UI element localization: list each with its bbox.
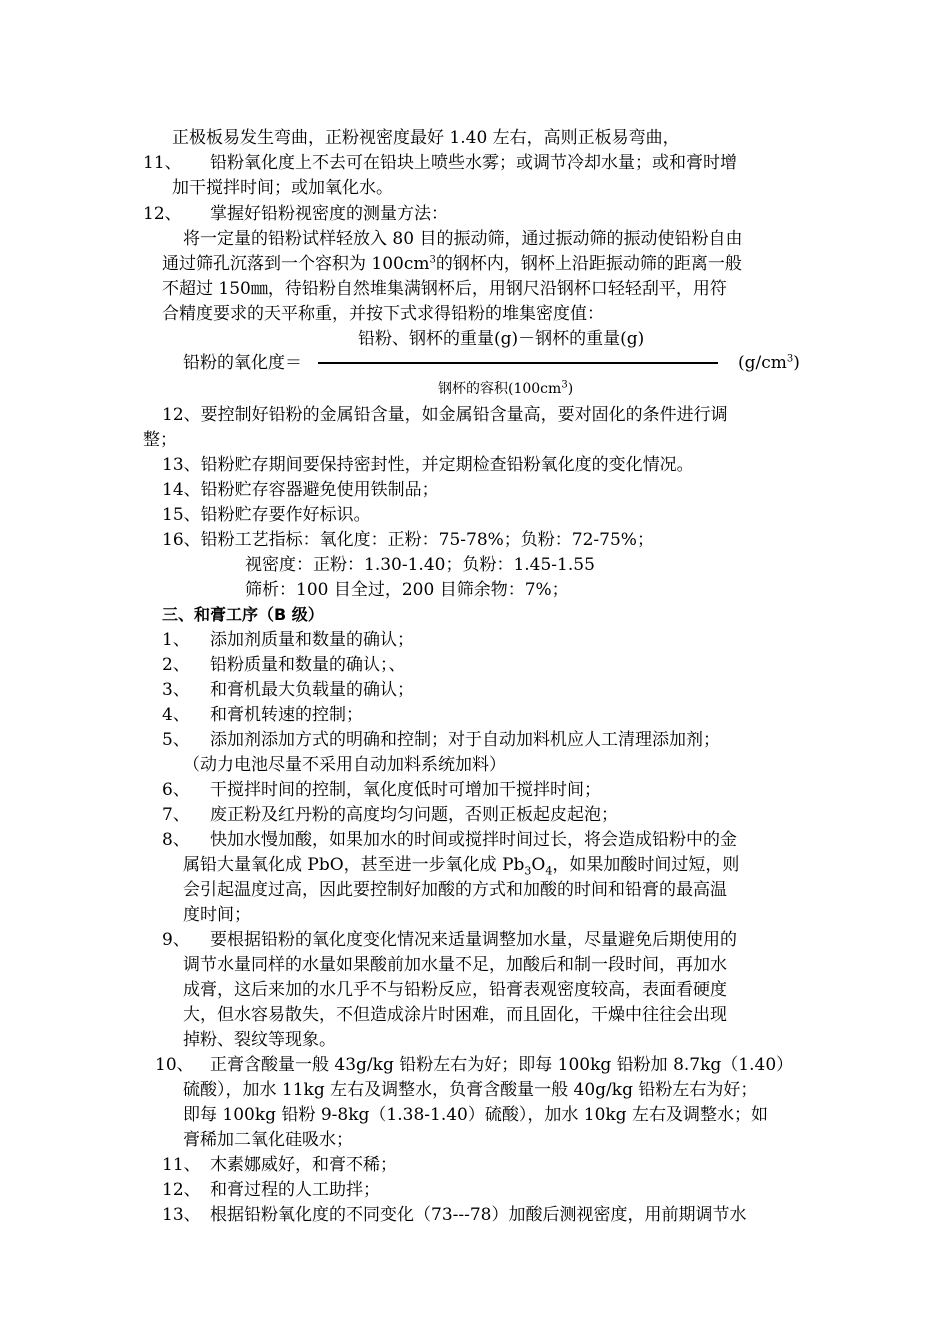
text-line: 掉粉、裂纹等现象。 (183, 1030, 336, 1050)
text-line: 即每 100kg 铅粉 9-8kg（1.38-1.40）硫酸），加水 10kg 左右及调整水；如 (183, 1105, 768, 1125)
item-number: 3、 (162, 680, 190, 700)
text-line: 根据铅粉氧化度的不同变化（73---78）加酸后测视密度，用前期调节水 (210, 1205, 747, 1225)
text-line (183, 854, 739, 876)
text-line: 和膏机转速的控制； (210, 705, 363, 725)
text-line: 视密度：正粉：1.30-1.40；负粉：1.45-1.55 (245, 555, 595, 575)
text-line: 16、铅粉工艺指标：氧化度：正粉：75-78%；负粉：72-75%； (162, 530, 654, 550)
text-line: 快加水慢加酸，如果加水的时间或搅拌时间过长，将会造成铅粉中的金 (210, 830, 737, 850)
text-line: 和膏机最大负载量的确认； (210, 680, 414, 700)
item-number: 11、 (162, 1155, 201, 1175)
text-line: 废正粉及红丹粉的高度均匀问题，否则正板起皮起泡； (210, 805, 618, 825)
item-number: 13、 (162, 1205, 201, 1225)
text-segment: 通过筛孔沉落到一个容积为 100cm (162, 254, 430, 274)
text-line: 加干搅拌时间；或加氧化水。 (172, 178, 393, 198)
text-segment: ) (793, 353, 800, 373)
text-line: 调节水量同样的水量如果酸前加水量不足，加酸后和制一段时间，再加水 (183, 955, 727, 975)
text-line (162, 253, 742, 275)
text-line: 13、铅粉贮存期间要保持密封性，并定期检查铅粉氧化度的变化情况。 (162, 455, 694, 475)
text-line: 要根据铅粉的氧化度变化情况来适量调整加水量，尽量避免后期使用的 (210, 930, 737, 950)
item-number: 4、 (162, 705, 190, 725)
text-line: 硫酸），加水 11kg 左右及调整水，负膏含酸量一般 40g/kg 铅粉左右为好； (183, 1080, 758, 1100)
text-segment: ) (567, 381, 574, 397)
text-segment: 的钢杯内，钢杯上沿距振动筛的距离一般 (435, 254, 742, 274)
formula-unit (738, 352, 800, 374)
text-line: 15、铅粉贮存要作好标识。 (162, 505, 371, 525)
formula-denominator (438, 378, 573, 400)
item-number: 12、 (162, 1180, 201, 1200)
text-line: 正膏含酸量一般 43g/kg 铅粉左右为好；即每 100kg 铅粉加 8.7kg（1.40） (210, 1055, 794, 1075)
item-number: 8、 (162, 830, 190, 850)
text-line: 度时间； (183, 905, 251, 925)
item-number: 9、 (162, 930, 190, 950)
subscript: 4 (545, 864, 553, 878)
superscript: 3 (429, 254, 436, 266)
superscript: 3 (561, 379, 568, 391)
item-number: 6、 (162, 780, 190, 800)
text-line: 12、要控制好铅粉的金属铅含量，如金属铅含量高，要对固化的条件进行调 (162, 405, 728, 425)
text-line: 掌握好铅粉视密度的测量方法： (210, 204, 448, 224)
text-line: 成膏，这后来加的水几乎不与铅粉反应，铅膏表观密度较高，表面看硬度 (183, 980, 727, 1000)
text-segment: 钢杯的容积(100cm (438, 381, 562, 397)
text-line: 木素娜威好，和膏不稀； (210, 1155, 397, 1175)
subscript: 3 (524, 864, 532, 878)
text-line: 大，但水容易散失，不但造成涂片时困难，而且固化，干燥中往往会出现 (183, 1005, 727, 1025)
text-line: 不超过 150㎜，待铅粉自然堆集满钢杯后，用钢尺沿钢杯口轻轻刮平，用符 (162, 279, 727, 299)
item-number: 5、 (162, 730, 190, 750)
text-line: 干搅拌时间的控制，氧化度低时可增加干搅拌时间； (210, 780, 601, 800)
text-line: 和膏过程的人工助拌； (210, 1180, 380, 1200)
item-number: 10、 (155, 1055, 194, 1075)
item-number: 2、 (162, 655, 190, 675)
item-number: 1、 (162, 630, 190, 650)
text-line: 14、铅粉贮存容器避免使用铁制品； (162, 480, 439, 500)
text-line: 正极板易发生弯曲，正粉视密度最好 1.40 左右，高则正板易弯曲， (172, 128, 680, 148)
text-segment: O (531, 855, 546, 875)
formula-numerator: 铅粉、钢杯的重量(g)－钢杯的重量(g) (358, 329, 645, 349)
item-number: 11、 (143, 153, 182, 173)
text-line: 添加剂添加方式的明确和控制；对于自动加料机应人工清理添加剂； (210, 730, 720, 750)
fraction-bar (318, 362, 718, 364)
text-line: 会引起温度过高，因此要控制好加酸的方式和加酸的时间和铅膏的最高温 (183, 880, 727, 900)
text-line: 将一定量的铅粉试样轻放入 80 目的振动筛，通过振动筛的振动使铅粉自由 (183, 229, 743, 249)
text-line: 添加剂质量和数量的确认； (210, 630, 414, 650)
text-line: 铅粉氧化度上不去可在铅块上喷些水雾；或调节冷却水量；或和膏时增 (210, 153, 737, 173)
text-line: 整； (143, 430, 177, 450)
text-line: 合精度要求的天平称重，并按下式求得铅粉的堆集密度值： (162, 304, 604, 324)
section-heading: 三、和膏工序（B 级） (162, 605, 324, 624)
formula-label: 铅粉的氧化度＝ (183, 353, 302, 373)
text-line: 筛析：100 目全过，200 目筛余物：7%； (245, 580, 569, 600)
text-line: 膏稀加二氧化硅吸水； (183, 1130, 353, 1150)
text-line: 铅粉质量和数量的确认；、 (210, 655, 406, 675)
text-line: （动力电池尽量不采用自动加料系统加料） (183, 755, 506, 775)
superscript: 3 (786, 353, 794, 365)
text-segment: (g/cm (738, 353, 787, 373)
text-segment: ，如果加酸时间过短，则 (552, 855, 740, 875)
item-number: 12、 (143, 204, 182, 224)
text-segment: 属铅大量氧化成 PbO，甚至进一步氧化成 Pb (183, 855, 525, 875)
item-number: 7、 (162, 805, 190, 825)
